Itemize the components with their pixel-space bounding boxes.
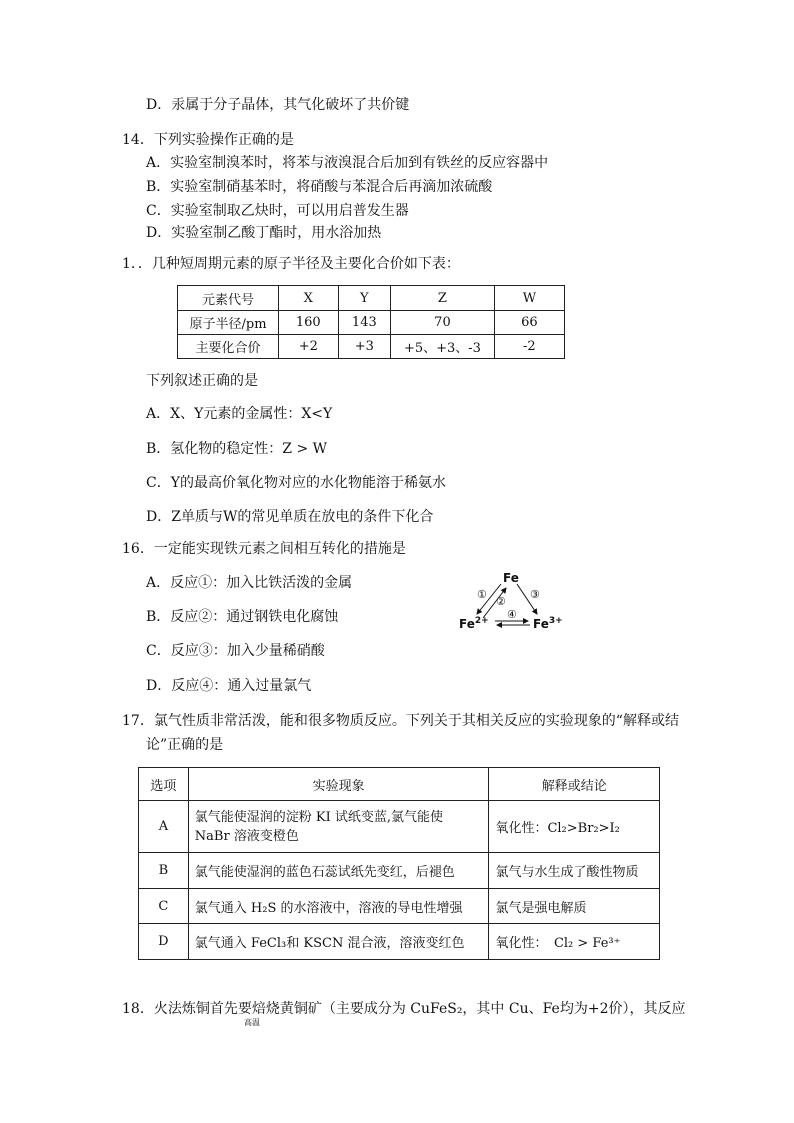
- table-header: Y: [338, 286, 391, 311]
- table-header: W: [494, 286, 564, 311]
- chlorine-reaction-table: [138, 767, 660, 960]
- q16-option-a: A．反应①：加入比铁活泼的金属: [146, 575, 353, 591]
- q14-option-b: B．实验室制硝基苯时，将硝酸与苯混合后再滴加浓硫酸: [146, 179, 493, 195]
- q16-stem: 16．一定能实现铁元素之间相互转化的措施是: [122, 541, 406, 557]
- table-cell: +2: [279, 335, 338, 359]
- table-cell: B: [139, 853, 189, 889]
- table-header: Z: [391, 286, 495, 311]
- table-cell: 氧化性： Cl₂ > Fe³⁺: [489, 924, 660, 960]
- table-cell: 160: [279, 311, 338, 335]
- q15-stem: 1．．几种短周期元素的原子半径及主要化合价如下表：: [122, 256, 460, 272]
- q15-option-a: A．X、Y元素的金属性：X<Y: [146, 406, 333, 422]
- q16-option-c: C．反应③：加入少量稀硝酸: [146, 643, 325, 659]
- fe-label: Fe: [503, 571, 519, 585]
- table-cell: 氯气是强电解质: [489, 889, 660, 924]
- table-cell: A: [139, 801, 189, 853]
- table-cell: 氧化性：Cl₂>Br₂>I₂: [489, 801, 660, 853]
- reaction-3-label: ③: [530, 588, 540, 601]
- table-cell: +5、+3、-3: [391, 335, 495, 359]
- table-cell: -2: [494, 335, 564, 359]
- table-header: 选项: [139, 768, 189, 801]
- table-header: 实验现象: [188, 768, 489, 801]
- fe3-label: $Fe^{3+}$: [533, 616, 563, 631]
- table-cell: 氯气能使湿润的淀粉 KI 试纸变蓝,氯气能使 NaBr 溶液变橙色: [188, 801, 489, 853]
- reaction-2-label: ②: [496, 595, 506, 608]
- q15-option-b: B．氢化物的稳定性：Z > W: [146, 441, 328, 457]
- table-cell: 原子半径/pm: [178, 311, 279, 335]
- q13-option-d: D．汞属于分子晶体，其气化破坏了共价键: [146, 97, 410, 113]
- q14-option-c: C．实验室制取乙炔时，可以用启普发生器: [146, 203, 409, 219]
- table-header: 解释或结论: [489, 768, 660, 801]
- table-cell: 氯气通入 H₂S 的水溶液中，溶液的导电性增强: [188, 889, 489, 924]
- table-cell: C: [139, 889, 189, 924]
- q15-question: 下列叙述正确的是: [146, 373, 258, 389]
- element-table: [177, 285, 565, 359]
- q14-option-a: A．实验室制溴苯时，将苯与液溴混合后加到有铁丝的反应容器中: [146, 155, 549, 171]
- table-cell: 氯气与水生成了酸性物质: [489, 853, 660, 889]
- table-header: 元素代号: [178, 286, 279, 311]
- q15-option-d: D．Z单质与W的常见单质在放电的条件下化合: [146, 509, 434, 525]
- fe3-charge: 3+: [548, 616, 563, 626]
- q14-option-d: D．实验室制乙酸丁酯时，用水浴加热: [146, 225, 382, 241]
- table-cell: +3: [338, 335, 391, 359]
- q17-stem-line2: 论”正确的是: [146, 737, 224, 753]
- reaction-1-label: ①: [477, 588, 487, 601]
- table-header: X: [279, 286, 338, 311]
- table-cell: 70: [391, 311, 495, 335]
- fe2-charge: 2+: [474, 616, 489, 626]
- q15-option-c: C．Y的最高价氧化物对应的水化物能溶于稀氨水: [146, 475, 446, 491]
- table-cell: 氯气能使湿润的蓝色石蕊试纸先变红，后褪色: [188, 853, 489, 889]
- table-cell: D: [139, 924, 189, 960]
- q14-stem: 14．下列实验操作正确的是: [122, 132, 294, 148]
- table-cell: 143: [338, 311, 391, 335]
- q16-option-d: D．反应④：通入过量氯气: [146, 678, 312, 694]
- fe2-label: $Fe^{2+}$: [459, 616, 489, 631]
- q18-annotation: 高温: [244, 1018, 260, 1027]
- q16-option-b: B．反应②：通过钢铁电化腐蚀: [146, 609, 339, 625]
- reaction-4-label: ④: [507, 608, 517, 621]
- table-cell: 66: [494, 311, 564, 335]
- table-cell: 主要化合价: [178, 335, 279, 359]
- q18-stem: 18．火法炼铜首先要焙烧黄铜矿（主要成分为 CuFeS₂，其中 Cu、Fe均为+2价），其反应: [122, 1001, 686, 1017]
- q17-stem-line1: 17．氯气性质非常活泼，能和很多物质反应。下列关于其相关反应的实验现象的“解释或结: [122, 713, 679, 729]
- table-cell: 氯气通入 FeCl₃和 KSCN 混合液，溶液变红色: [188, 924, 489, 960]
- iron-conversion-diagram: [455, 568, 570, 640]
